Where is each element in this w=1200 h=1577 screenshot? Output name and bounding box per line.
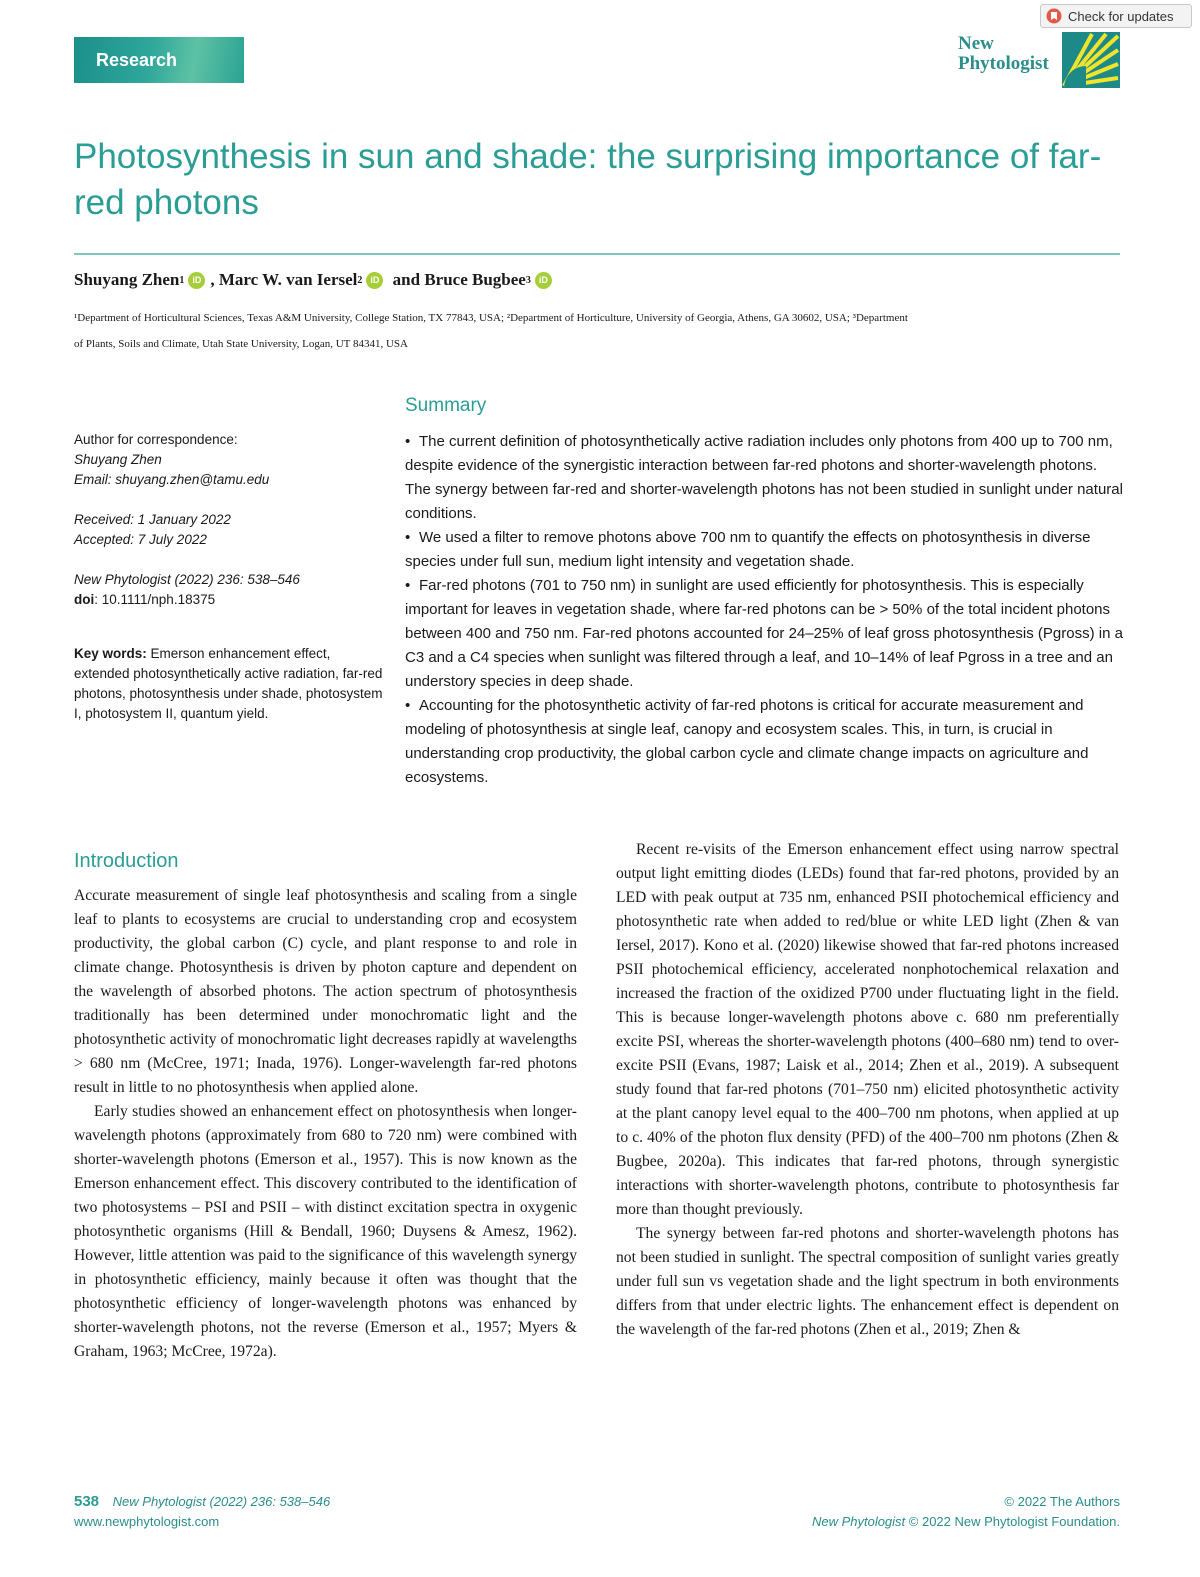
journal-website-link[interactable]: www.newphytologist.com <box>74 1514 220 1529</box>
copyright-foundation: © 2022 New Phytologist Foundation. <box>905 1514 1120 1529</box>
summary-bullet <box>405 526 1123 574</box>
bullet-icon: • <box>405 577 411 594</box>
title-divider <box>74 253 1120 255</box>
check-for-updates-label: Check for updates <box>1068 8 1174 24</box>
correspondence-label: Author for correspondence: <box>74 432 238 447</box>
footer-right <box>812 1492 1120 1532</box>
author-name: Shuyang Zhen <box>74 270 180 289</box>
article-info-sidebar <box>74 430 384 744</box>
author-list <box>74 270 1124 290</box>
author-name: Marc W. van Iersel <box>218 270 358 289</box>
summary-bullet <box>405 430 1123 526</box>
page-number: 538 <box>74 1493 100 1510</box>
journal-logo <box>958 32 1120 86</box>
summary-bullet <box>405 574 1123 694</box>
footer-journal-citation: New Phytologist (2022) 236: 538–546 <box>112 1494 331 1509</box>
summary-bullet-text: We used a filter to remove photons above 700 nm to quantify the effects on photosynthesis in diverse species under full sun, medium light intensity and vegetation shade. <box>405 529 1091 570</box>
orcid-icon[interactable]: iD <box>535 272 552 289</box>
footer-left <box>74 1492 330 1532</box>
copyright-journal: New Phytologist <box>811 1514 906 1529</box>
summary-body <box>405 430 1123 790</box>
author-affiliation-sup: 3 <box>525 274 531 286</box>
keywords-label: Key words: <box>74 646 147 661</box>
body-paragraph: The synergy between far-red photons and shorter-wavelength photons has not been studied in sunlight. The spectral composition of sunlight varies greatly under full sun vs vegetation shade and the light spectrum in both environments differs from that under electric lights. The enhancement effect is dependent on the wavelength of the far-red photons (Zhen et al., 2019; Zhen & <box>616 1225 1119 1338</box>
correspondence-name: Shuyang Zhen <box>74 452 162 467</box>
author-affiliation-sup: 2 <box>357 274 363 286</box>
affiliations <box>74 305 1124 357</box>
journal-citation: New Phytologist (2022) 236: 538–546 <box>74 572 300 587</box>
orcid-icon[interactable]: iD <box>188 272 205 289</box>
author-separator: and <box>388 270 425 289</box>
journal-logo-line1: New <box>958 33 994 54</box>
introduction-heading: Introduction <box>74 850 179 872</box>
summary-bullet-text: The current definition of photosynthetically active radiation includes only photons from 400 up to 700 nm, despite evidence of the synergistic interaction between far-red photons and shorter-wavelength photons. The synergy between far-red and shorter-wavelength photons has not been studied in sunlight under natural conditions. <box>405 433 1123 522</box>
bullet-icon: • <box>405 529 411 546</box>
journal-logo-line2: Phytologist <box>958 53 1049 74</box>
copyright-line <box>812 1512 1120 1532</box>
orcid-icon[interactable]: iD <box>366 272 383 289</box>
accepted-date: Accepted: 7 July 2022 <box>74 532 207 547</box>
summary-bullet-text: Far-red photons (701 to 750 nm) in sunlight are used efficiently for photosynthesis. This is especially important for leaves in vegetation shade, where far-red photons can be > 50% of the total incident photons between 400 and 750 nm. Far-red photons accounted for 24–25% of leaf gross photosynthesis (Pgross) in a C3 and a C4 species when sunlight was filtered through a leaf, and 10–14% of leaf Pgross in a tree and an understory species in deep shade. <box>405 577 1123 690</box>
article-title: Photosynthesis in sun and shade: the surprising importance of far-red photons <box>74 137 1102 222</box>
keywords-text: Emerson enhancement effect, extended photosynthetically active radiation, far-red photons, photosynthesis under shade, photosystem I, photosystem II, quantum yield. <box>74 646 383 721</box>
check-for-updates-button[interactable] <box>1040 4 1192 28</box>
affiliation-line: ¹Department of Horticultural Sciences, Texas A&M University, College Station, TX 77843, USA; ²Department of Horticulture, University of Georgia, Athens, GA 30602, USA; ³Department <box>74 312 908 324</box>
bullet-icon: • <box>405 697 411 714</box>
body-column-right <box>616 838 1119 1342</box>
sunburst-logo-icon <box>1062 32 1120 88</box>
affiliation-line: of Plants, Soils and Climate, Utah State University, Logan, UT 84341, USA <box>74 338 408 350</box>
summary-heading: Summary <box>405 395 487 416</box>
received-date: Received: 1 January 2022 <box>74 512 231 527</box>
bookmark-icon <box>1046 8 1062 24</box>
body-paragraph: Recent re-visits of the Emerson enhancement effect using narrow spectral output light emitting diodes (LEDs) found that far-red photons, provided by an LED with peak output at 735 nm, enhanced PSII photochemical efficiency and photosynthetic rate when added to red/blue or white LED light (Zhen & van Iersel, 2017). Kono et al. (2020) likewise showed that far-red photons increased PSII photochemical efficiency, accelerated nonphotochemical relaxation and increased the fraction of the oxidized P700 under fluctuating light in the field. This is because longer-wavelength photons above c. 680 nm preferentially excite PSI, whereas the shorter-wavelength photons (400–680 nm) tend to over-excite PSII (Evans, 1987; Laisk et al., 2014; Zhen et al., 2019). A subsequent study found that far-red photons (701–750 nm) elicited photosynthetic activity at the plant canopy level equal to the 400–700 nm photons, when applied at up to c. 40% of the photon flux density (PFD) of the 400–700 nm photons (Zhen & Bugbee, 2020a). This indicates that far-red photons, through synergistic interactions with shorter-wavelength photons, contribute to photosynthesis far more than thought previously. <box>616 841 1119 1218</box>
author-affiliation-sup: 1 <box>179 274 185 286</box>
section-banner <box>74 37 244 83</box>
body-column-left <box>74 884 577 1364</box>
correspondence-email[interactable]: Email: shuyang.zhen@tamu.edu <box>74 472 270 487</box>
author-separator: , <box>210 270 219 289</box>
bullet-icon: • <box>405 433 411 450</box>
author-name: Bruce Bugbee <box>424 270 526 289</box>
doi-label: doi <box>74 592 95 607</box>
copyright-line: © 2022 The Authors <box>1004 1494 1120 1509</box>
summary-bullet <box>405 694 1123 790</box>
doi-value[interactable]: : 10.1111/nph.18375 <box>94 592 216 607</box>
body-paragraph: Accurate measurement of single leaf photosynthesis and scaling from a single leaf to plants to ecosystems are crucial to understanding crop and ecosystem productivity, the global carbon (C) cycle, and plant response to and role in climate change. Photosynthesis is driven by photon capture and dependent on the wavelength of absorbed photons. The action spectrum of photosynthesis traditionally has been determined under monochromatic light and the photosynthetic activity of monochromatic light decreases rapidly at wavelengths > 680 nm (McCree, 1971; Inada, 1976). Longer-wavelength far-red photons result in little to no photosynthesis when applied alone. <box>74 887 577 1096</box>
body-paragraph: Early studies showed an enhancement effect on photosynthesis when longer-wavelength photons (approximately from 680 to 720 nm) were combined with shorter-wavelength photons (Emerson et al., 1957). This is now known as the Emerson enhancement effect. This discovery contributed to the identification of two photosystems – PSI and PSII – with distinct excitation spectra in oxygenic photosynthetic organisms (Hill & Bendall, 1960; Duysens & Amesz, 1962). However, little attention was paid to the significance of this wavelength synergy in photosynthetic efficiency, mainly because it often was thought that the photosynthetic efficiency of longer-wavelength photons was enhanced by shorter-wavelength photons, not the reverse (Emerson et al., 1957; Myers & Graham, 1963; McCree, 1972a). <box>74 1103 577 1360</box>
section-label: Research <box>96 49 178 70</box>
summary-bullet-text: Accounting for the photosynthetic activity of far-red photons is critical for accurate measurement and modeling of photosynthesis at single leaf, canopy and ecosystem scales. This, in turn, is crucial in understanding crop productivity, the global carbon cycle and climate change impacts on agriculture and ecosystems. <box>405 697 1089 786</box>
